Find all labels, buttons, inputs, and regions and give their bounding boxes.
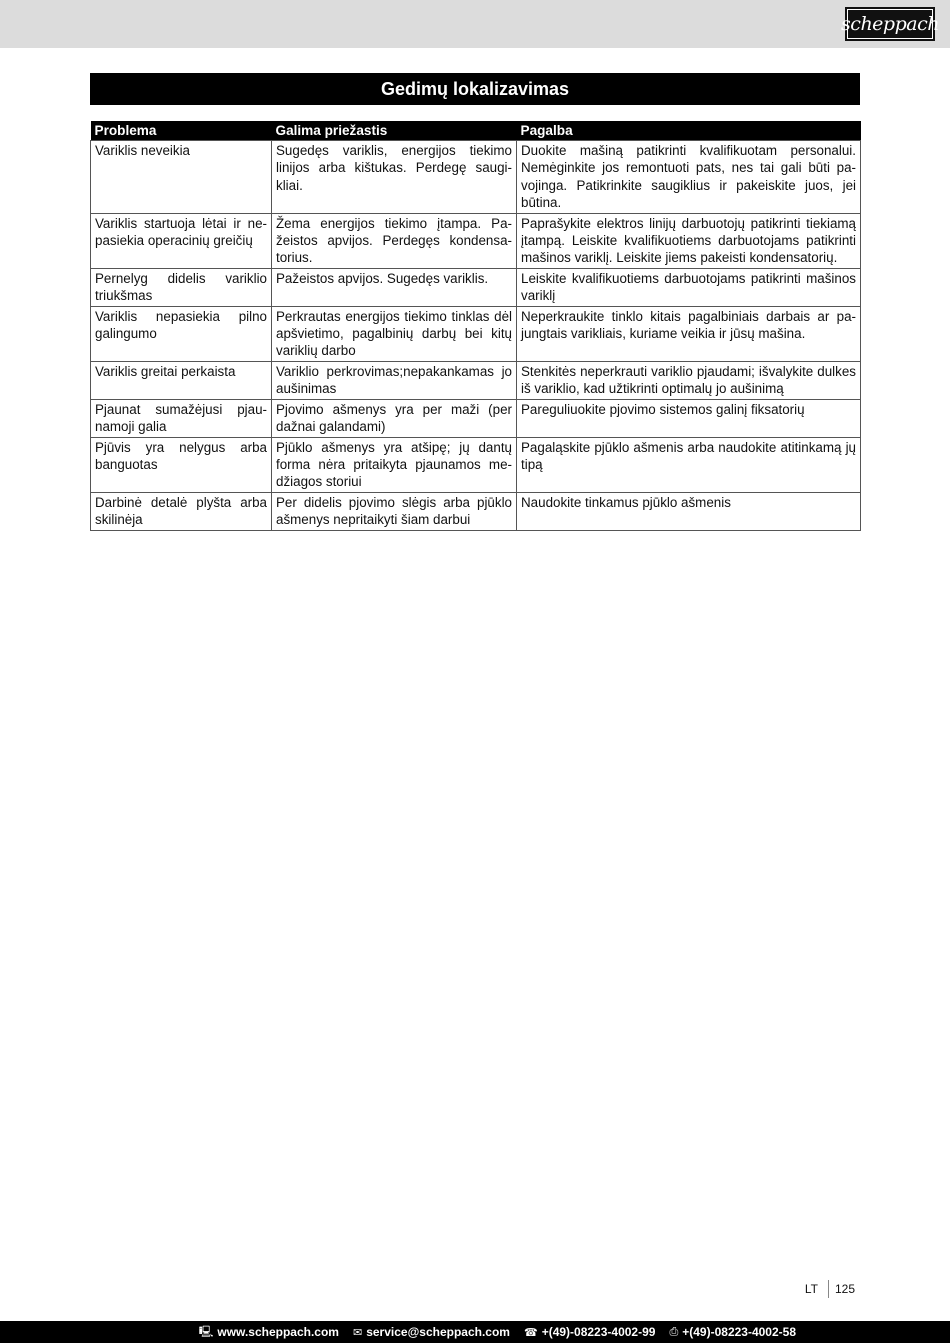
problem-cell: Darbinė detalė plyšta arba skilinėja xyxy=(91,492,272,530)
column-header-cause: Galima priežastis xyxy=(272,121,517,141)
phone-icon: ☎ xyxy=(523,1326,538,1339)
cause-cell: Žema energijos tiekimo įtampa. Pažeistos apvijos. Perdegęs kondensatorius. xyxy=(272,213,517,268)
problem-cell: Variklis neveikia xyxy=(91,141,272,214)
problem-cell: Pernelyg didelis variklio triukšmas xyxy=(91,268,272,306)
table-row xyxy=(91,306,861,361)
cause-cell: Variklio perkrovimas;nepakankamas jo aušinimas xyxy=(272,361,517,399)
cause-cell: Pjovimo ašmenys yra per maži (per dažnai galandami) xyxy=(272,399,517,437)
table-row xyxy=(91,399,861,437)
problem-cell: Pjaunat sumažėjusi pjaunamoji galia xyxy=(91,399,272,437)
table-row xyxy=(91,361,861,399)
remedy-cell: Paprašykite elektros linijų darbuotojų patikrinti tiekiamą įtampą. Leiskite kvalifikuotiems darbuotojams patikrinti mašinos variklį. Leiskite jiems pakeisti kondensatorių. xyxy=(517,213,861,268)
problem-cell: Variklis startuoja lėtai ir nepasiekia operacinių greičių xyxy=(91,213,272,268)
remedy-cell: Stenkitės neperkrauti variklio pjaudami; išvalykite dulkes iš variklio, kad užtikrinti optimalų jo aušinimą xyxy=(517,361,861,399)
web-address[interactable]: www.scheppach.com xyxy=(217,1325,339,1339)
email-address[interactable]: service@scheppach.com xyxy=(366,1325,510,1339)
phone-number: +(49)-08223-4002-99 xyxy=(541,1325,656,1339)
top-header-bar xyxy=(0,0,950,48)
table-row xyxy=(91,141,861,214)
remedy-cell: Leiskite kvalifikuotiems darbuotojams patikrinti mašinos variklį xyxy=(517,268,861,306)
remedy-cell: Pareguliuokite pjovimo sistemos galinį fiksatorių xyxy=(517,399,861,437)
contact-web[interactable] xyxy=(199,1323,339,1342)
remedy-cell: Naudokite tinkamus pjūklo ašmenis xyxy=(517,492,861,530)
cause-cell: Perkrautas energijos tiekimo tinklas dėl apšvietimo, pagalbinių darbų bei kitų variklių darbo xyxy=(272,306,517,361)
remedy-cell: Neperkraukite tinklo kitais pagalbiniais darbais ar pajungtais varikliais, kuriame veikia ir jūsų mašina. xyxy=(517,306,861,361)
problem-cell: Variklis greitai perkaista xyxy=(91,361,272,399)
cause-cell: Per didelis pjovimo slėgis arba pjūklo ašmenys nepritaikyti šiam darbui xyxy=(272,492,517,530)
cause-cell: Pažeistos apvijos. Sugedęs variklis. xyxy=(272,268,517,306)
table-row xyxy=(91,492,861,530)
column-header-problem: Problema xyxy=(91,121,272,141)
language-code: LT xyxy=(804,1282,818,1296)
contact-fax xyxy=(669,1325,796,1339)
section-title: Gedimų lokalizavimas xyxy=(90,73,860,105)
contact-email[interactable] xyxy=(353,1325,510,1339)
mail-icon: ✉ xyxy=(352,1326,363,1339)
contact-bar xyxy=(0,1321,950,1343)
remedy-cell: Pagaląskite pjūklo ašmenis arba naudokite atitinkamą jų tipą xyxy=(517,437,861,492)
problem-cell: Pjūvis yra nelygus arba banguotas xyxy=(91,437,272,492)
fax-number: +(49)-08223-4002-58 xyxy=(682,1325,796,1339)
cause-cell: Pjūklo ašmenys yra atšipę; jų dantų forma nėra pritaikyta pjaunamos medžiagos storiui xyxy=(272,437,517,492)
troubleshooting-table xyxy=(90,121,861,531)
table-row xyxy=(91,437,861,492)
column-header-remedy: Pagalba xyxy=(517,121,861,141)
remedy-cell: Duokite mašiną patikrinti kvalifikuotam personalui. Nemėginkite jos remontuoti pats, nes tai gali būti pavojinga. Patikrinkite saugiklius ir pakeiskite juos, jei būtina. xyxy=(517,141,861,214)
table-row xyxy=(91,213,861,268)
table-header-row xyxy=(91,121,861,141)
page-footer xyxy=(805,1280,855,1298)
scheppach-logo: scheppach xyxy=(845,7,935,41)
table-row xyxy=(91,268,861,306)
contact-phone xyxy=(524,1325,655,1339)
page-number: 125 xyxy=(834,1282,855,1296)
computer-icon: 🖳 xyxy=(198,1325,214,1338)
problem-cell: Variklis nepasiekia pilno galingumo xyxy=(91,306,272,361)
fax-icon: ⎙ xyxy=(669,1325,679,1338)
cause-cell: Sugedęs variklis, energijos tiekimo linijos arba kištukas. Perdegę saugikliai. xyxy=(272,141,517,214)
